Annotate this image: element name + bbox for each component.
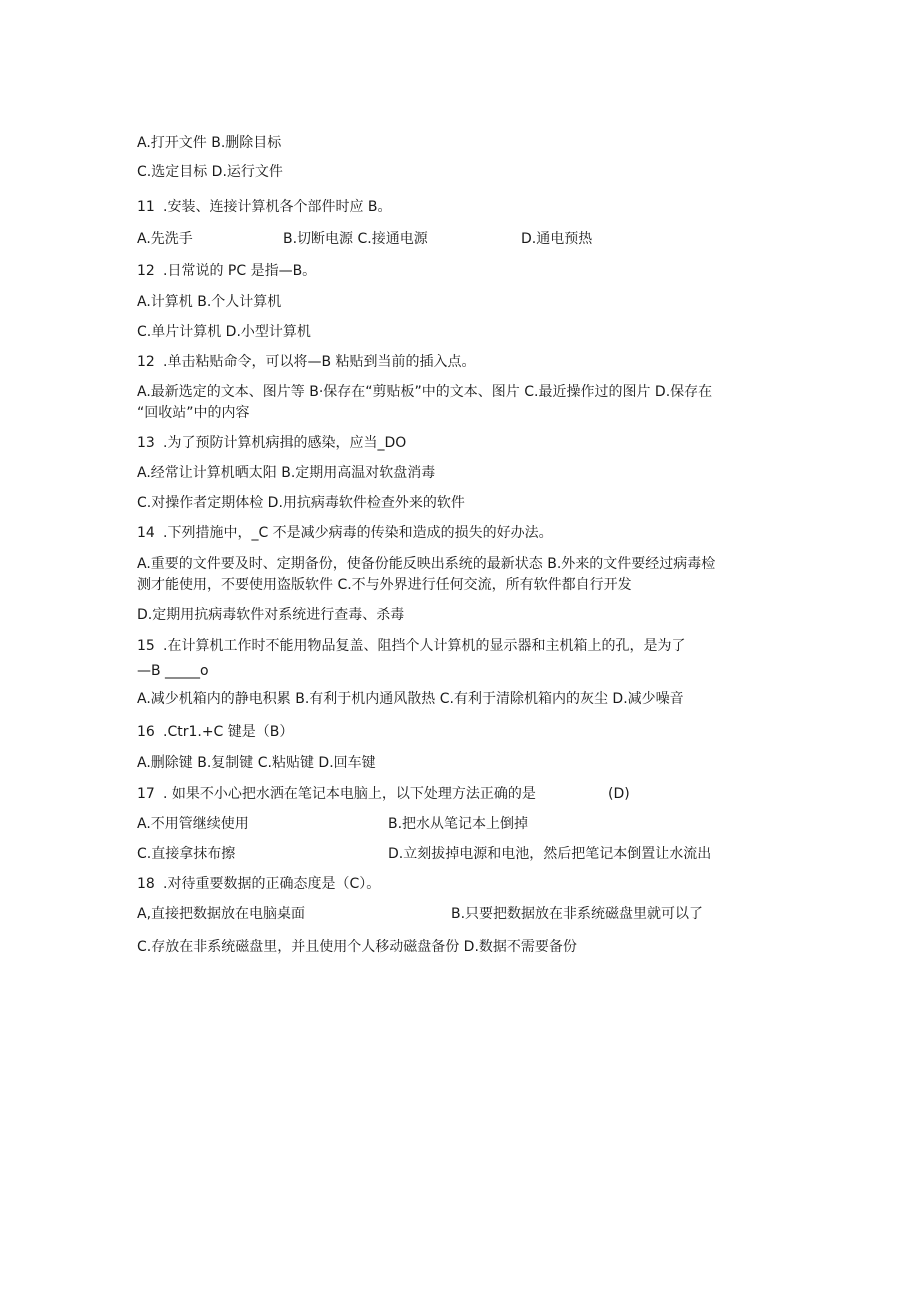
option-11-a: A.先洗手	[137, 231, 193, 247]
question-16	[137, 722, 293, 742]
options-line-18-cd: C.存放在非系统磁盘里，并且使用个人移动磁盘备份 D.数据不需要备份	[137, 939, 577, 955]
options-line-16: A.删除键 B.复制键 C.粘贴键 D.回车键	[137, 755, 376, 771]
question-text: .对待重要数据的正确态度是（C）。	[163, 876, 381, 892]
question-17-answer: (D)	[608, 786, 630, 802]
question-number: 12	[137, 263, 155, 279]
question-text: .为了预防计算机病揖的感染，应当_DO	[163, 435, 407, 451]
option-11-bc: B.切断电源 C.接通电源	[283, 231, 428, 247]
question-number: 14	[137, 525, 155, 541]
question-15-blank: —B _____o	[137, 663, 209, 679]
question-text: . 如果不小心把水洒在笔记本电脑上，以下处理方法正确的是	[163, 786, 536, 802]
question-number: 11	[137, 199, 155, 215]
options-line-10-ab: A.打开文件 B.删除目标	[137, 135, 282, 151]
option-11-d: D.通电预热	[521, 231, 593, 247]
options-line-10-cd: C.选定目标 D.运行文件	[137, 164, 283, 180]
option-17-c: C.直接拿抹布擦	[137, 846, 236, 862]
options-line-12b-2: “回收站”中的内容	[137, 405, 250, 421]
question-11	[137, 197, 392, 217]
question-text: .Ctr1.+C 键是（B）	[163, 724, 294, 740]
question-text: .单击粘贴命令，可以将—B 粘贴到当前的插入点。	[163, 354, 476, 370]
options-line-12a-ab: A.计算机 B.个人计算机	[137, 294, 282, 310]
question-14	[137, 523, 553, 543]
option-18-b: B.只要把数据放在非系统磁盘里就可以了	[451, 906, 704, 922]
options-line-14-2: 测才能使用，不要使用盗版软件 C.不与外界进行任何交流，所有软件都自行开发	[137, 577, 632, 593]
question-13	[137, 433, 406, 453]
option-17-a: A.不用管继续使用	[137, 816, 249, 832]
option-18-a: A,直接把数据放在电脑桌面	[137, 906, 306, 922]
question-12b	[137, 352, 476, 372]
question-text: .安装、连接计算机各个部件时应 B。	[163, 199, 392, 215]
option-17-d: D.立刻拔掉电源和电池，然后把笔记本倒置让水流出	[388, 846, 712, 862]
options-line-12a-cd: C.单片计算机 D.小型计算机	[137, 324, 311, 340]
options-line-12b-1: A.最新选定的文本、图片等 B·保存在“剪贴板”中的文本、图片 C.最近操作过的图片 D.保存在	[137, 384, 713, 400]
options-line-13-cd: C.对操作者定期体检 D.用抗病毒软件检查外来的软件	[137, 495, 465, 511]
option-17-b: B.把水从笔记本上倒掉	[388, 816, 529, 832]
options-line-14-1: A.重要的文件要及时、定期备份，使备份能反映出系统的最新状态 B.外来的文件要经过病毒检	[137, 556, 716, 572]
options-line-15: A.减少机箱内的静电积累 B.有利于机内通风散热 C.有利于清除机箱内的灰尘 D.减少噪音	[137, 691, 684, 707]
question-18	[137, 874, 380, 894]
question-text: .日常说的 PC 是指—B。	[163, 263, 317, 279]
question-number: 12	[137, 354, 155, 370]
question-text: .下列措施中，_C 不是减少病毒的传染和造成的损失的好办法。	[163, 525, 553, 541]
question-number: 13	[137, 435, 155, 451]
question-number: 17	[137, 786, 155, 802]
options-line-14-3: D.定期用抗病毒软件对系统进行查毒、杀毒	[137, 607, 405, 623]
question-number: 18	[137, 876, 155, 892]
question-12a	[137, 261, 316, 281]
question-text: .在计算机工作时不能用物品复盖、阻挡个人计算机的显示器和主机箱上的孔，是为了	[163, 638, 686, 654]
options-line-13-ab: A.经常让计算机晒太阳 B.定期用高温对软盘消毒	[137, 465, 436, 481]
question-15	[137, 636, 685, 656]
question-number: 15	[137, 638, 155, 654]
question-number: 16	[137, 724, 155, 740]
question-17	[137, 784, 536, 804]
